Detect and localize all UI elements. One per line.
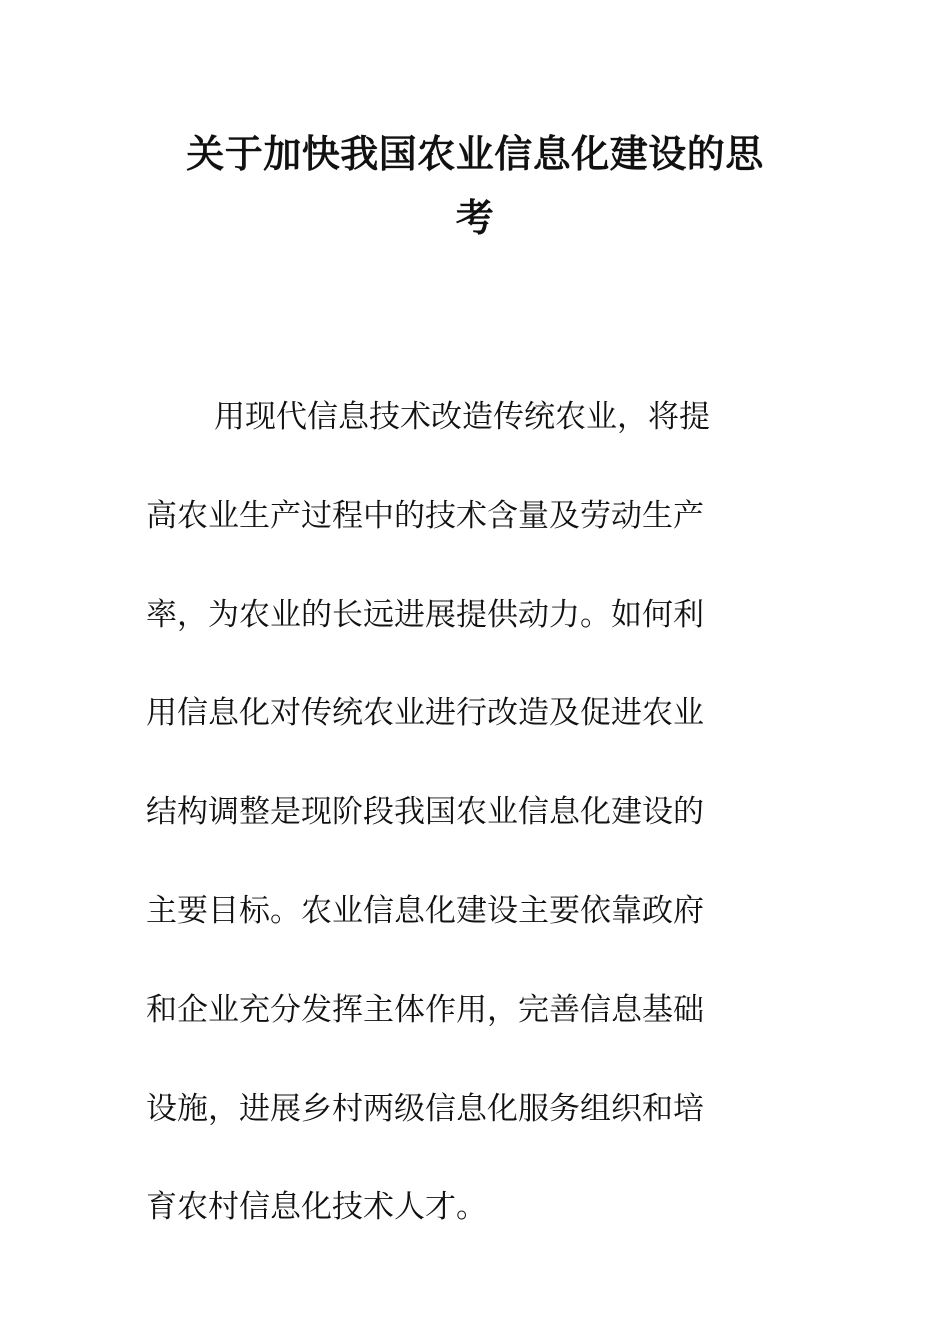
title-line: 考 bbox=[455, 195, 495, 240]
title-line: 关于加快我国农业信息化建设的思 bbox=[186, 131, 764, 176]
paragraph-line: 结构调整是现阶段我国农业信息化建设的 bbox=[146, 794, 704, 831]
document-title bbox=[145, 122, 805, 250]
body-paragraph bbox=[146, 368, 806, 1257]
paragraph-line: 和企业充分发挥主体作用，完善信息基础 bbox=[146, 991, 704, 1028]
paragraph-line: 育农村信息化技术人才。 bbox=[146, 1189, 487, 1226]
paragraph-line: 主要目标。农业信息化建设主要依靠政府 bbox=[146, 892, 704, 929]
paragraph-line: 高农业生产过程中的技术含量及劳动生产 bbox=[146, 497, 704, 534]
paragraph-line: 用信息化对传统农业进行改造及促进农业 bbox=[146, 695, 704, 732]
paragraph-line: 用现代信息技术改造传统农业，将提 bbox=[214, 399, 710, 435]
paragraph-line: 设施，进展乡村两级信息化服务组织和培 bbox=[146, 1090, 704, 1127]
paragraph-line: 率，为农业的长远进展提供动力。如何利 bbox=[146, 596, 704, 633]
